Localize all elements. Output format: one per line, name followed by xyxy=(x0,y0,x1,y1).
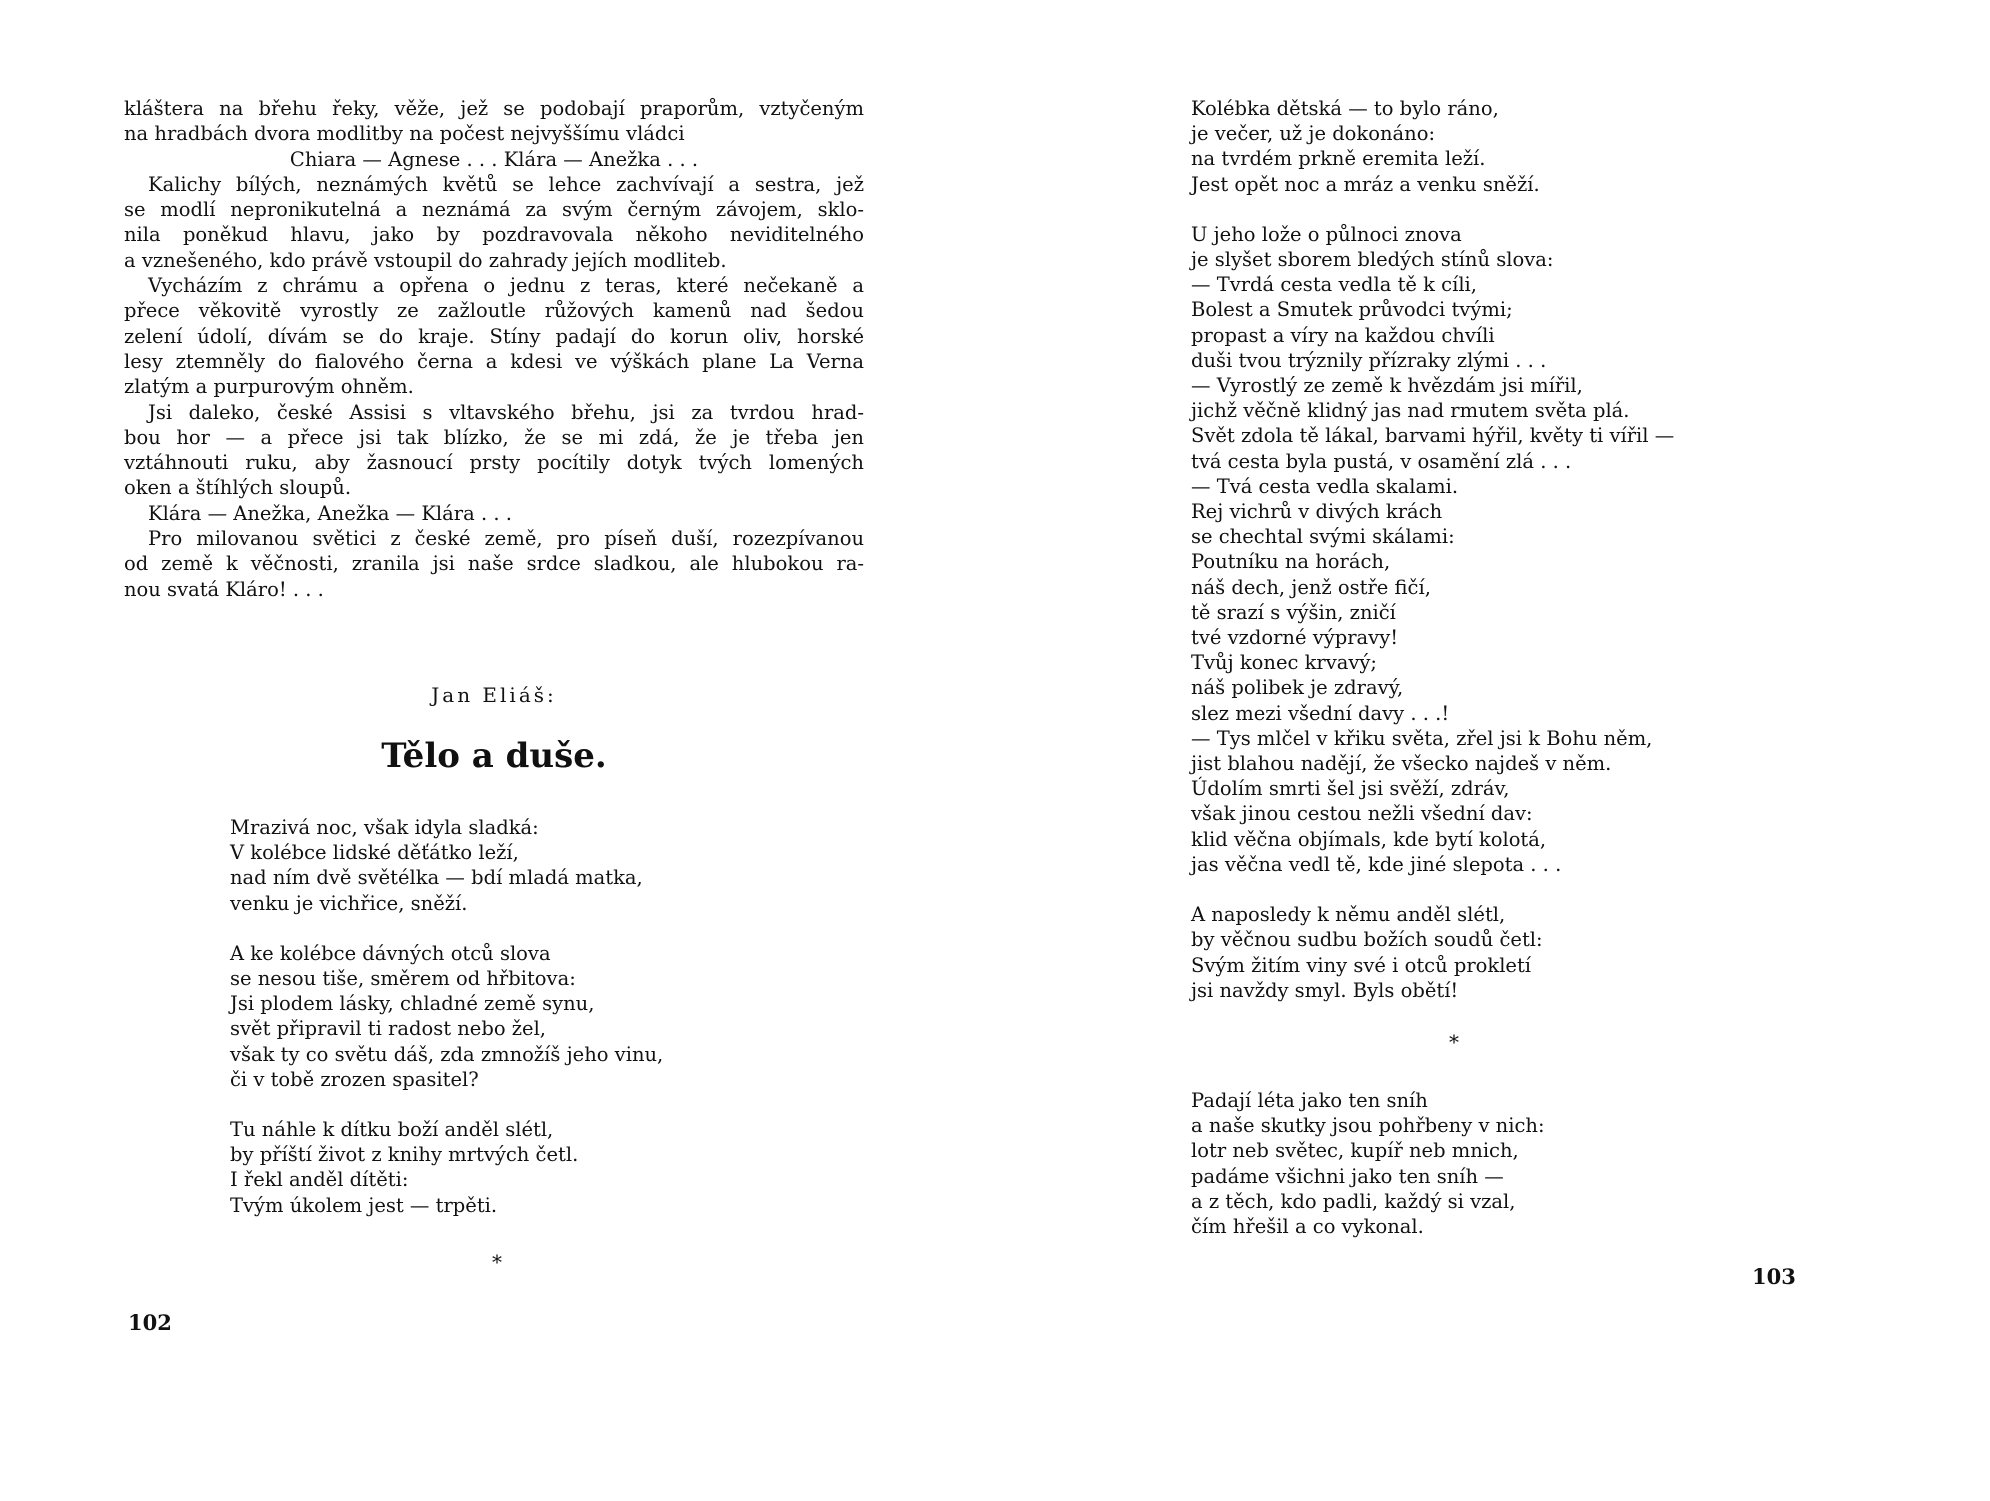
page-number-left: 102 xyxy=(128,1310,172,1335)
verse-line: Bolest a Smutek průvodci tvými; xyxy=(1191,298,1513,322)
verse-line: — Tys mlčel v křiku světa, zřel jsi k Bohu něm, xyxy=(1191,726,1653,750)
poem-author: Jan Eliáš: xyxy=(431,683,557,707)
section-asterisk: * xyxy=(492,1250,502,1274)
verse-line: duši tvou trýznily přízraky zlými . . . xyxy=(1191,348,1547,372)
prose-line: Klára — Anežka, Anežka — Klára . . . xyxy=(148,501,512,525)
verse-line: náš dech, jenž ostře fičí, xyxy=(1191,575,1431,599)
verse-line: a naše skutky jsou pohřbeny v nich: xyxy=(1191,1114,1545,1138)
verse-line: tvá cesta byla pustá, v osamění zlá . . . xyxy=(1191,449,1572,473)
verse-line: lotr neb světec, kupíř neb mnich, xyxy=(1191,1139,1519,1163)
prose-line: na hradbách dvora modlitby na počest nejvyššímu vládci xyxy=(124,122,685,146)
verse-line: je večer, už je dokonáno: xyxy=(1191,122,1436,146)
prose-line: lesy ztemněly do fialového černa a kdesi ve výškách plane La Verna xyxy=(124,349,864,373)
stanza xyxy=(1191,1088,1545,1239)
prose-line: nou svatá Kláro! . . . xyxy=(124,577,324,601)
verse-line: Svět zdola tě lákal, barvami hýřil, květy ti vířil — xyxy=(1191,424,1675,448)
verse-line: na tvrdém prkně eremita leží. xyxy=(1191,147,1486,171)
right-page xyxy=(995,0,1990,1501)
verse-line: svět připravil ti radost nebo žel, xyxy=(230,1017,547,1041)
verse-line: Tvůj konec krvavý; xyxy=(1191,651,1377,675)
verse-line: náš polibek je zdravý, xyxy=(1191,676,1404,700)
verse-line: a z těch, kdo padli, každý si vzal, xyxy=(1191,1189,1516,1213)
verse-line: však ty co světu dáš, zda zmnožíš jeho vinu, xyxy=(230,1042,664,1066)
verse-line: venku je vichřice, sněží. xyxy=(230,891,468,915)
prose-line: Vycházím z chrámu a opřena o jednu z teras, které nečekaně a xyxy=(148,274,864,298)
verse-line: či v tobě zrozen spasitel? xyxy=(230,1067,479,1091)
verse-line: jas věčna vedl tě, kde jiné slepota . . . xyxy=(1191,852,1562,876)
verse-line: Jest opět noc a mráz a venku sněží. xyxy=(1191,172,1540,196)
verse-line: propast a víry na každou chvíli xyxy=(1191,323,1495,347)
verse-line: — Tvrdá cesta vedla tě k cíli, xyxy=(1191,273,1477,297)
right-poem-verse xyxy=(1191,96,1674,1028)
stanza xyxy=(230,1117,663,1218)
prose-line: Jsi daleko, české Assisi s vltavského břehu, jsi za tvrdou hrad- xyxy=(148,400,864,424)
verse-line: A naposledy k němu anděl slétl, xyxy=(1191,903,1506,927)
verse-line: Údolím smrti šel jsi svěží, zdráv, xyxy=(1191,777,1510,801)
verse-line: I řekl anděl dítěti: xyxy=(230,1168,409,1192)
verse-line: Rej vichrů v divých krách xyxy=(1191,500,1443,524)
prose-line: Pro milovanou světici z české země, pro píseň duší, rozezpívanou xyxy=(148,527,864,551)
verse-line: — Tvá cesta vedla skalami. xyxy=(1191,474,1459,498)
verse-line: by věčnou sudbu božích soudů četl: xyxy=(1191,928,1543,952)
verse-line: V kolébce lidské děťátko leží, xyxy=(230,841,519,865)
prose-line: zelení údolí, dívám se do kraje. Stíny padají do korun oliv, horské xyxy=(124,324,864,348)
prose-line: a vznešeného, kdo právě vstoupil do zahrady jejích modliteb. xyxy=(124,248,727,272)
verse-line: tvé vzdorné výpravy! xyxy=(1191,626,1399,650)
verse-line: Kolébka dětská — to bylo ráno, xyxy=(1191,97,1499,120)
verse-line: je slyšet sborem bledých stínů slova: xyxy=(1191,248,1554,272)
prose-line: bou hor — a přece jsi tak blízko, že se mi zdá, že je třeba jen xyxy=(124,425,864,449)
verse-line: tě srazí s výšin, zničí xyxy=(1191,600,1396,624)
verse-line: U jeho lože o půlnoci znova xyxy=(1191,222,1462,246)
verse-line: padáme všichni jako ten sníh — xyxy=(1191,1164,1504,1188)
ending-poem-verse xyxy=(1191,1088,1545,1264)
verse-line: klid věčna objímals, kde bytí kolotá, xyxy=(1191,827,1547,851)
verse-line: však jinou cestou nežli všední dav: xyxy=(1191,802,1533,826)
poem-title: Tělo a duše. xyxy=(381,736,607,776)
prose-line: od země k věčnosti, zranila jsi naše srdce sladkou, ale hlubokou ra- xyxy=(124,552,864,576)
verse-line: Tu náhle k dítku boží anděl slétl, xyxy=(230,1118,554,1142)
verse-line: by příští život z knihy mrtvých četl. xyxy=(230,1143,579,1167)
verse-line: Poutníku na horách, xyxy=(1191,550,1391,574)
verse-line: jichž věčně klidný jas nad rmutem světa plá. xyxy=(1191,399,1630,423)
verse-line: se nesou tiše, směrem od hřbitova: xyxy=(230,967,576,991)
prose-block xyxy=(124,96,864,602)
left-poem-verse xyxy=(230,815,663,1243)
prose-line: zlatým a purpurovým ohněm. xyxy=(124,375,414,399)
stanza xyxy=(1191,902,1674,1003)
verse-line: Mrazivá noc, však idyla sladká: xyxy=(230,816,539,839)
verse-line: Svým žitím viny své i otců prokletí xyxy=(1191,953,1532,977)
stanza xyxy=(230,941,663,1092)
stanza xyxy=(1191,96,1674,197)
prose-line: přece věkovitě vyrostly ze zažloutle růžových kamenů nad šedou xyxy=(124,299,864,323)
prose-line: se modlí nepronikutelná a neznámá za svým černým závojem, sklo- xyxy=(124,198,864,222)
verse-line: A ke kolébce dávných otců slova xyxy=(230,941,551,965)
verse-line: jsi navždy smyl. Byls obětí! xyxy=(1191,978,1459,1002)
verse-line: Jsi plodem lásky, chladné země synu, xyxy=(230,992,595,1016)
prose-line: Kalichy bílých, neznámých květů se lehce zachvívají a sestra, jež xyxy=(148,172,864,196)
prose-line: vztáhnouti ruku, aby žasnoucí prsty pocítily dotyk tvých lomených xyxy=(124,451,864,475)
section-asterisk: * xyxy=(1449,1030,1459,1054)
page-number-right: 103 xyxy=(1752,1264,1796,1289)
verse-line: nad ním dvě světélka — bdí mladá matka, xyxy=(230,866,643,890)
prose-line: oken a štíhlých sloupů. xyxy=(124,476,352,500)
verse-line: jist blahou nadějí, že všecko najdeš v něm. xyxy=(1191,752,1612,776)
verse-line: Padají léta jako ten sníh xyxy=(1191,1089,1428,1112)
verse-line: Tvým úkolem jest — trpěti. xyxy=(230,1193,498,1217)
verse-line: čím hřešil a co vykonal. xyxy=(1191,1215,1424,1239)
prose-line: kláštera na břehu řeky, věže, jež se podobají praporům, vztyčeným xyxy=(124,97,864,120)
verse-line: — Vyrostlý ze země k hvězdám jsi mířil, xyxy=(1191,374,1583,398)
verse-line: se chechtal svými skálami: xyxy=(1191,525,1455,549)
prose-line: Chiara — Agnese . . . Klára — Anežka . . . xyxy=(289,147,699,171)
verse-line: slez mezi všední davy . . .! xyxy=(1191,701,1450,725)
stanza xyxy=(1191,222,1674,877)
stanza xyxy=(230,815,663,916)
prose-line: nila poněkud hlavu, jako by pozdravovala někoho neviditelného xyxy=(124,223,864,247)
